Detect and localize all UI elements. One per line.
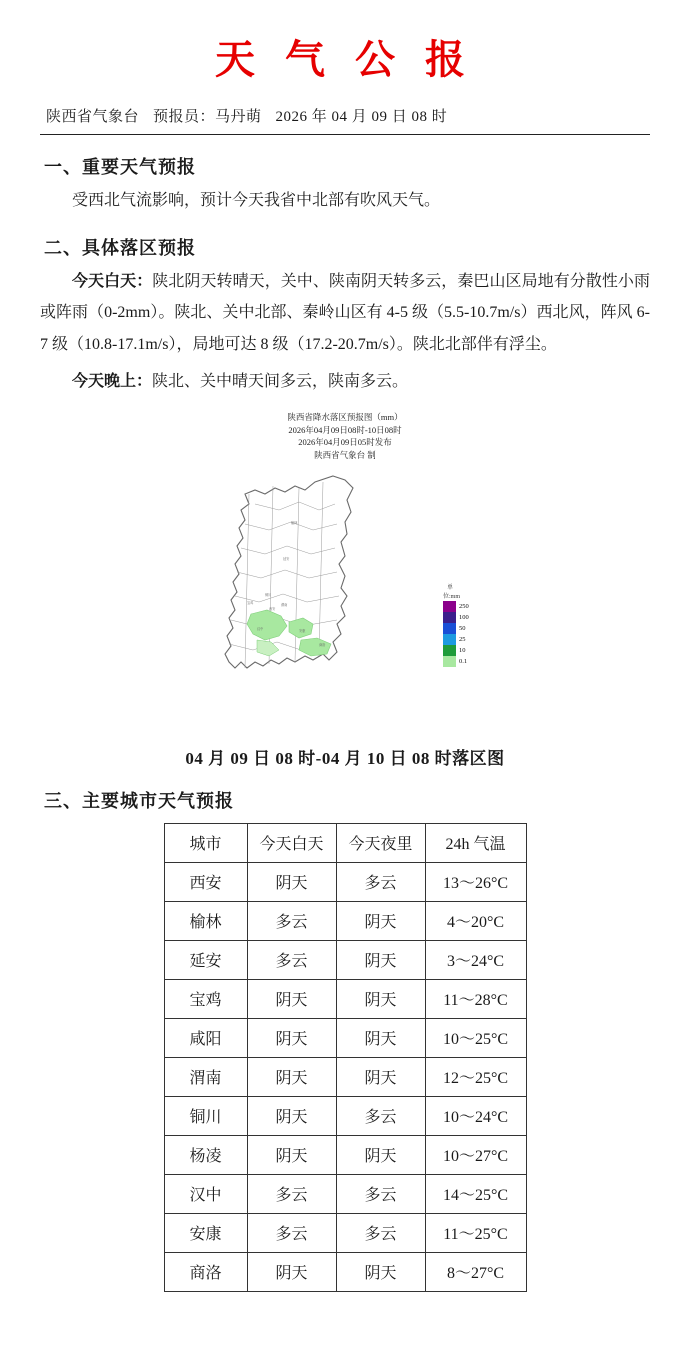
cell-temp: 12～25°C (425, 1057, 526, 1096)
legend-item (443, 634, 489, 645)
table-row (164, 1057, 526, 1096)
daytime-text: 陕北阴天转晴天，关中、陕南阴天转多云，秦巴山区局地有分散性小雨或阵雨（0-2mm）。陕北、关中北部、秦岭山区有 4-5 级（5.5-10.7m/s）西北风，阵风 6-7 级（10.8-17.1m/s），局地可达 8 级（17.2-20.7m/s）。陕北北部伴有浮尘。 (40, 273, 650, 353)
cell-temp: 10～24°C (425, 1096, 526, 1135)
column-header-temp: 24h 气温 (425, 823, 526, 862)
cell-city: 铜川 (164, 1096, 247, 1135)
table-row (164, 1213, 526, 1252)
svg-text:安康: 安康 (299, 628, 306, 633)
legend-label: 100 (459, 613, 469, 621)
cell-temp: 11～25°C (425, 1213, 526, 1252)
cell-city: 宝鸡 (164, 979, 247, 1018)
legend-item (443, 656, 489, 667)
cell-night: 多云 (336, 1096, 425, 1135)
cell-temp: 8～27°C (425, 1252, 526, 1291)
svg-text:西安: 西安 (269, 606, 276, 611)
daytime-forecast-paragraph (40, 266, 650, 360)
table-row (164, 979, 526, 1018)
section-heading-1: 一、重要天气预报 (44, 157, 196, 177)
cell-night: 阴天 (336, 1135, 425, 1174)
section-heading-3: 三、主要城市天气预报 (44, 790, 234, 811)
issuer-line (40, 91, 650, 135)
cell-night: 多云 (336, 1213, 425, 1252)
evening-lead: 今天晚上： (72, 372, 153, 390)
cell-temp: 13～26°C (425, 862, 526, 901)
legend-label: 250 (459, 602, 469, 610)
figure-caption-line-1: 陕西省降水落区预报图（mm） (287, 411, 403, 422)
forecaster-label: 预报员： (153, 109, 216, 125)
section-1-paragraph: 受西北气流影响，预计今天我省中北部有吹风天气。 (72, 192, 441, 209)
legend-swatch (443, 656, 456, 667)
legend-item (443, 612, 489, 623)
evening-forecast-paragraph (40, 366, 650, 397)
cell-city: 咸阳 (164, 1018, 247, 1057)
legend-item (443, 645, 489, 656)
cell-night: 阴天 (336, 1057, 425, 1096)
cell-temp: 10～27°C (425, 1135, 526, 1174)
cell-city: 西安 (164, 862, 247, 901)
table-row (164, 1174, 526, 1213)
cell-daytime: 多云 (247, 940, 336, 979)
figure-caption-line-2: 2026年04月09日08时-10日08时 (288, 424, 402, 435)
legend-item (443, 601, 489, 612)
section-heading-2: 二、具体落区预报 (44, 238, 196, 259)
figure-caption-top (40, 411, 650, 462)
cell-city: 延安 (164, 940, 247, 979)
daytime-lead: 今天白天： (72, 273, 153, 291)
city-forecast-table (164, 823, 527, 1292)
shaanxi-map (195, 464, 495, 734)
cell-night: 阴天 (336, 1018, 425, 1057)
table-row (164, 940, 526, 979)
table-row (164, 1018, 526, 1057)
legend-swatch (443, 623, 456, 634)
cell-temp: 3～24°C (425, 940, 526, 979)
legend-label: 50 (459, 624, 466, 632)
legend-swatch (443, 645, 456, 656)
legend-item (443, 623, 489, 634)
cell-temp: 10～25°C (425, 1018, 526, 1057)
cell-temp: 11～28°C (425, 979, 526, 1018)
legend-swatch (443, 601, 456, 612)
cell-daytime: 阴天 (247, 1057, 336, 1096)
table-row (164, 1252, 526, 1291)
evening-text: 陕北、关中晴天间多云，陕南多云。 (152, 372, 409, 390)
page-title: 天 气 公 报 (215, 37, 475, 82)
svg-text:榆林: 榆林 (291, 520, 298, 525)
cell-temp: 4～20°C (425, 901, 526, 940)
cell-city: 安康 (164, 1213, 247, 1252)
cell-daytime: 阴天 (247, 1252, 336, 1291)
cell-night: 阴天 (336, 979, 425, 1018)
svg-text:渭南: 渭南 (281, 602, 288, 607)
cell-temp: 14～25°C (425, 1174, 526, 1213)
province-outline (225, 476, 353, 668)
cell-night: 多云 (336, 862, 425, 901)
cell-city: 榆林 (164, 901, 247, 940)
table-row (164, 862, 526, 901)
cell-daytime: 多云 (247, 1213, 336, 1252)
svg-text:宝鸡: 宝鸡 (247, 600, 254, 605)
table-row (164, 901, 526, 940)
cell-night: 阴天 (336, 940, 425, 979)
cell-daytime: 阴天 (247, 979, 336, 1018)
legend-swatch (443, 634, 456, 645)
column-header-daytime: 今天白天 (247, 823, 336, 862)
svg-text:延安: 延安 (283, 556, 290, 561)
legend-label: 25 (459, 635, 466, 643)
column-header-city: 城市 (164, 823, 247, 862)
svg-text:铜川: 铜川 (265, 592, 272, 597)
cell-daytime: 阴天 (247, 862, 336, 901)
cell-city: 汉中 (164, 1174, 247, 1213)
table-row (164, 1096, 526, 1135)
cell-city: 商洛 (164, 1252, 247, 1291)
cell-night: 多云 (336, 1174, 425, 1213)
legend-swatch (443, 612, 456, 623)
map-legend (443, 582, 489, 667)
cell-daytime: 阴天 (247, 1018, 336, 1057)
cell-daytime: 多云 (247, 901, 336, 940)
cell-daytime: 阴天 (247, 1135, 336, 1174)
svg-text:汉中: 汉中 (257, 626, 264, 631)
legend-title: 单位:mm (443, 584, 461, 600)
cell-daytime: 多云 (247, 1174, 336, 1213)
svg-text:商洛: 商洛 (319, 642, 326, 647)
issuer-office: 陕西省气象台 (46, 109, 140, 125)
legend-label: 10 (459, 646, 466, 654)
table-header-row (164, 823, 526, 862)
figure-caption-line-4: 陕西省气象台 制 (314, 450, 376, 461)
cell-night: 阴天 (336, 1252, 425, 1291)
precipitation-map-figure (40, 411, 650, 769)
table-row (164, 1135, 526, 1174)
cell-daytime: 阴天 (247, 1096, 336, 1135)
figure-caption-line-3: 2026年04月09日05时发布 (298, 437, 392, 448)
cell-city: 杨凌 (164, 1135, 247, 1174)
cell-night: 阴天 (336, 901, 425, 940)
column-header-night: 今天夜里 (336, 823, 425, 862)
forecaster-name: 马丹萌 (215, 109, 262, 125)
figure-caption-bottom: 04 月 09 日 08 时-04 月 10 日 08 时落区图 (185, 748, 505, 768)
cell-city: 渭南 (164, 1057, 247, 1096)
issue-datetime: 2026 年 04 月 09 日 08 时 (275, 109, 448, 125)
legend-label: 0.1 (459, 657, 468, 665)
